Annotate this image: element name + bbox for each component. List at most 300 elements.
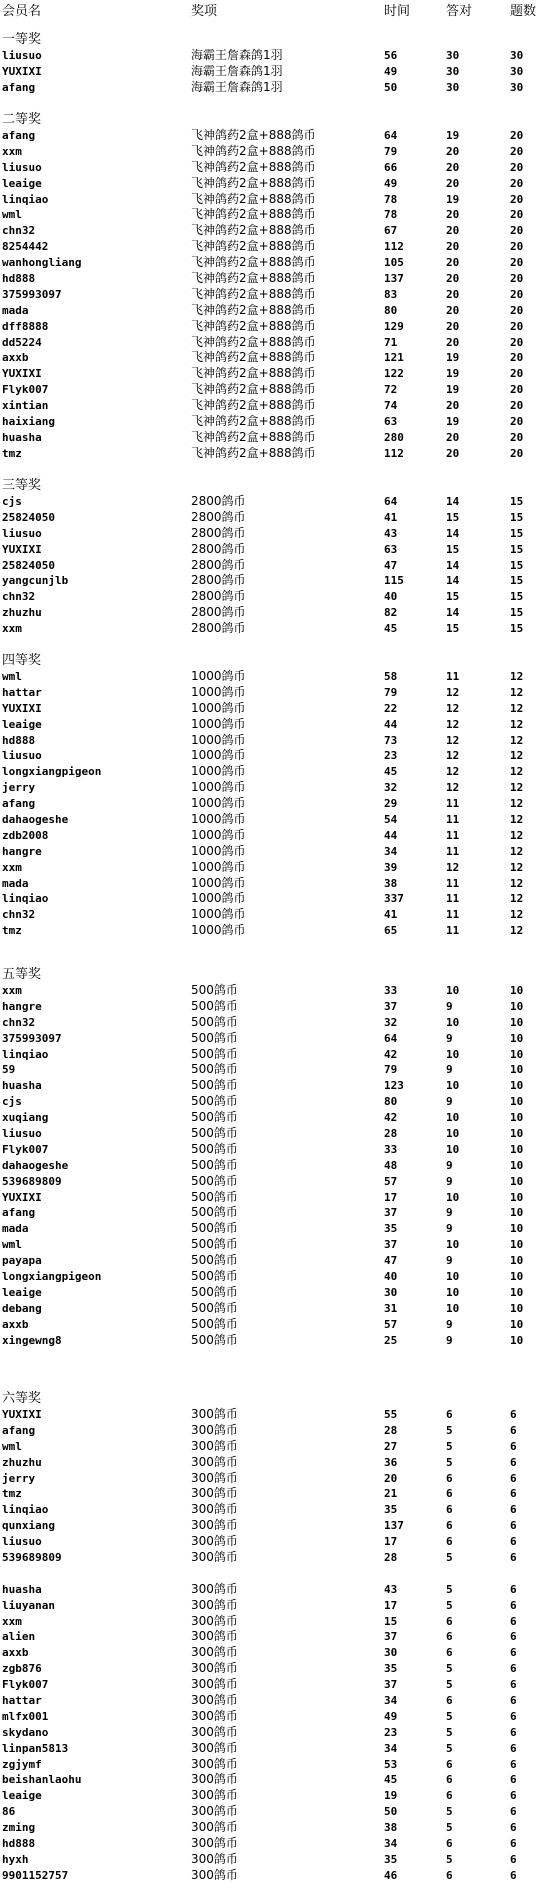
member-name: liusuo: [2, 526, 42, 540]
question-count: 6: [510, 1646, 517, 1660]
question-count: 6: [510, 1694, 517, 1708]
question-count: 15: [510, 574, 524, 588]
correct-count: 20: [446, 240, 460, 254]
winner-row: [0, 239, 549, 255]
winner-row: [0, 1205, 549, 1221]
correct-count: 11: [446, 797, 460, 811]
time-value: 28: [384, 1423, 398, 1437]
winner-row: [0, 1237, 549, 1253]
question-count: 15: [510, 622, 524, 636]
member-name: yangcunjlb: [2, 574, 69, 588]
time-value: 31: [384, 1301, 398, 1315]
question-count: 12: [510, 685, 524, 699]
member-name: hyxh: [2, 1852, 29, 1866]
prize-name: 飞神鸽药2盒+888鸽币: [191, 175, 316, 190]
winner-row: [0, 685, 549, 701]
question-count: 6: [510, 1487, 517, 1501]
correct-count: 12: [446, 717, 460, 731]
prize-name: 300鸽币: [191, 1836, 238, 1851]
time-value: 34: [384, 844, 398, 858]
time-value: 49: [384, 1709, 398, 1723]
correct-count: 20: [446, 446, 460, 460]
prize-name: 300鸽币: [191, 1454, 238, 1469]
correct-count: 6: [446, 1789, 453, 1803]
correct-count: 12: [446, 685, 460, 699]
member-name: 9901152757: [2, 1868, 69, 1882]
question-count: 6: [510, 1773, 517, 1787]
winner-row: [0, 828, 549, 844]
member-name: 25824050: [2, 510, 55, 524]
winner-row: [0, 621, 549, 637]
time-value: 137: [384, 1519, 404, 1533]
member-name: mada: [2, 1222, 29, 1236]
winner-row: [0, 1709, 549, 1725]
prize-name: 1000鸽币: [191, 780, 246, 795]
correct-count: 11: [446, 670, 460, 683]
correct-count: 12: [446, 860, 460, 874]
prize-name: 300鸽币: [191, 1740, 238, 1755]
question-count: 12: [510, 813, 524, 827]
time-value: 54: [384, 813, 398, 827]
time-value: 29: [384, 797, 398, 811]
member-name: afang: [2, 129, 36, 142]
member-name: 86: [2, 1805, 16, 1819]
member-name: wml: [2, 670, 22, 683]
member-name: qunxiang: [2, 1519, 55, 1533]
question-count: 6: [510, 1535, 517, 1549]
winner-row: [0, 1661, 549, 1677]
member-name: wml: [2, 208, 22, 222]
time-value: 78: [384, 208, 398, 222]
member-name: chn32: [2, 1015, 36, 1029]
time-value: 28: [384, 1551, 398, 1565]
prize-name: 500鸽币: [191, 1046, 238, 1061]
correct-count: 20: [446, 272, 460, 286]
correct-count: 6: [446, 1646, 453, 1660]
member-name: tmz: [2, 924, 22, 938]
correct-count: 10: [446, 1190, 460, 1204]
question-count: 20: [510, 144, 524, 158]
question-count: 6: [510, 1503, 517, 1517]
member-name: liusuo: [2, 160, 42, 174]
time-value: 39: [384, 860, 398, 874]
prize-name: 300鸽币: [191, 1708, 238, 1723]
question-count: 20: [510, 335, 524, 349]
member-name: hd888: [2, 733, 36, 747]
time-value: 35: [384, 1662, 398, 1676]
question-count: 6: [510, 1455, 517, 1469]
time-value: 36: [384, 1455, 398, 1469]
time-value: 67: [384, 224, 398, 238]
question-count: 30: [510, 80, 524, 94]
prize-name: 500鸽币: [191, 998, 238, 1013]
section-title: 五等奖: [2, 967, 42, 982]
winner-row: [0, 1094, 549, 1110]
question-count: 10: [510, 1031, 524, 1045]
prize-name: 500鸽币: [191, 1253, 238, 1268]
correct-count: 9: [446, 1174, 453, 1188]
winner-row: [0, 764, 549, 780]
correct-count: 5: [446, 1805, 453, 1819]
member-name: YUXIXI: [2, 542, 42, 556]
time-value: 41: [384, 510, 398, 524]
time-value: 64: [384, 1031, 398, 1045]
question-count: 20: [510, 446, 524, 460]
time-value: 115: [384, 574, 404, 588]
winner-row: [0, 366, 549, 382]
prize-name: 1000鸽币: [191, 891, 246, 906]
time-value: 30: [384, 1285, 398, 1299]
prize-name: 飞神鸽药2盒+888鸽币: [191, 302, 316, 317]
member-name: liusuo: [2, 49, 42, 62]
correct-count: 5: [446, 1709, 453, 1723]
winner-row: [0, 860, 549, 876]
correct-count: 19: [446, 367, 460, 381]
question-count: 6: [510, 1551, 517, 1565]
prize-name: 海霸王詹森鸽1羽: [191, 63, 283, 78]
question-count: 10: [510, 1270, 524, 1284]
member-name: hd888: [2, 272, 36, 286]
prize-name: 300鸽币: [191, 1502, 238, 1517]
col-correct: 答对: [446, 4, 473, 19]
member-name: tmz: [2, 1487, 22, 1501]
member-name: zming: [2, 1821, 36, 1835]
time-value: 37: [384, 1206, 398, 1220]
prize-name: 500鸽币: [191, 1284, 238, 1299]
member-name: mada: [2, 303, 29, 317]
time-value: 17: [384, 1535, 398, 1549]
col-time: 时间: [384, 4, 411, 19]
prize-name: 飞神鸽药2盒+888鸽币: [191, 445, 316, 460]
question-count: 12: [510, 908, 524, 922]
correct-count: 5: [446, 1582, 453, 1596]
member-name: afang: [2, 797, 36, 811]
time-value: 82: [384, 606, 398, 620]
question-count: 20: [510, 129, 524, 142]
member-name: xuqiang: [2, 1111, 49, 1125]
question-count: 10: [510, 1317, 524, 1331]
prize-name: 500鸽币: [191, 1189, 238, 1204]
prize-name: 300鸽币: [191, 1597, 238, 1612]
question-count: 6: [510, 1852, 517, 1866]
member-name: longxiangpigeon: [2, 1270, 102, 1284]
member-name: 375993097: [2, 287, 62, 301]
correct-count: 5: [446, 1741, 453, 1755]
member-name: tmz: [2, 446, 22, 460]
question-count: 20: [510, 383, 524, 397]
winner-row: [0, 1333, 549, 1349]
winner-row: [0, 207, 549, 223]
winner-row: [0, 271, 549, 287]
question-count: 12: [510, 892, 524, 906]
member-name: linqiao: [2, 1503, 49, 1517]
prize-name: 500鸽币: [191, 1110, 238, 1125]
winner-row: [0, 1031, 549, 1047]
prize-name: 2800鸽币: [191, 541, 246, 556]
correct-count: 9: [446, 999, 453, 1013]
prize-name: 300鸽币: [191, 1677, 238, 1692]
question-count: 20: [510, 176, 524, 190]
prize-name: 300鸽币: [191, 1756, 238, 1771]
correct-count: 6: [446, 1694, 453, 1708]
winner-row: [0, 1285, 549, 1301]
time-value: 45: [384, 1773, 398, 1787]
winner-row: [0, 1566, 549, 1582]
member-name: 539689809: [2, 1551, 62, 1565]
question-count: 6: [510, 1423, 517, 1437]
member-name: axxb: [2, 1646, 29, 1660]
time-value: 32: [384, 1015, 398, 1029]
member-name: chn32: [2, 590, 36, 604]
winner-row: [0, 1693, 549, 1709]
prize-name: 300鸽币: [191, 1661, 238, 1676]
correct-count: 20: [446, 335, 460, 349]
prize-name: 500鸽币: [191, 1157, 238, 1172]
winner-row: [0, 1518, 549, 1534]
time-value: 17: [384, 1598, 398, 1612]
prize-section: [0, 112, 549, 462]
time-value: 83: [384, 287, 398, 301]
winner-row: [0, 999, 549, 1015]
question-count: 15: [510, 606, 524, 620]
member-name: longxiangpigeon: [2, 765, 102, 779]
time-value: 17: [384, 1190, 398, 1204]
correct-count: 10: [446, 1285, 460, 1299]
prize-name: 300鸽币: [191, 1486, 238, 1501]
time-value: 129: [384, 319, 404, 333]
winner-row: [0, 844, 549, 860]
winner-row: [0, 1158, 549, 1174]
correct-count: 20: [446, 160, 460, 174]
member-name: hattar: [2, 1694, 42, 1708]
correct-count: 6: [446, 1487, 453, 1501]
member-name: liusuo: [2, 749, 42, 763]
prize-name: 300鸽币: [191, 1851, 238, 1866]
time-value: 79: [384, 144, 398, 158]
question-count: 20: [510, 287, 524, 301]
question-count: 6: [510, 1471, 517, 1485]
prize-name: 300鸽币: [191, 1772, 238, 1787]
correct-count: 15: [446, 622, 460, 636]
correct-count: 5: [446, 1678, 453, 1692]
winner-row: [0, 876, 549, 892]
question-count: 10: [510, 1238, 524, 1252]
correct-count: 15: [446, 510, 460, 524]
correct-count: 20: [446, 224, 460, 238]
correct-count: 20: [446, 319, 460, 333]
time-value: 53: [384, 1757, 398, 1771]
winner-row: [0, 160, 549, 176]
correct-count: 11: [446, 813, 460, 827]
correct-count: 5: [446, 1455, 453, 1469]
question-count: 6: [510, 1789, 517, 1803]
winner-row: [0, 923, 549, 939]
prize-name: 300鸽币: [191, 1438, 238, 1453]
member-name: wml: [2, 1439, 22, 1453]
time-value: 21: [384, 1487, 398, 1501]
winner-row: [0, 1110, 549, 1126]
winner-row: [0, 1645, 549, 1661]
winner-row: [0, 223, 549, 239]
winner-row: [0, 80, 549, 96]
winner-row: [0, 350, 549, 366]
member-name: dahaogeshe: [2, 1158, 69, 1172]
member-name: afang: [2, 1206, 36, 1220]
winner-row: [0, 255, 549, 271]
member-name: axxb: [2, 351, 29, 365]
question-count: 6: [510, 1408, 517, 1421]
time-value: 15: [384, 1614, 398, 1628]
time-value: 56: [384, 49, 398, 62]
correct-count: 10: [446, 1111, 460, 1125]
prize-name: 飞神鸽药2盒+888鸽币: [191, 255, 316, 270]
winner-row: [0, 382, 549, 398]
member-name: Flyk007: [2, 383, 49, 397]
member-name: 59: [2, 1063, 16, 1077]
member-name: huasha: [2, 430, 42, 444]
time-value: 57: [384, 1174, 398, 1188]
time-value: 63: [384, 415, 398, 429]
question-count: 30: [510, 64, 524, 78]
col-member-name: 会员名: [2, 4, 42, 19]
time-value: 46: [384, 1868, 398, 1882]
time-value: 79: [384, 1063, 398, 1077]
question-count: 20: [510, 192, 524, 206]
time-value: 23: [384, 749, 398, 763]
prize-name: 1000鸽币: [191, 796, 246, 811]
winner-row: [0, 1757, 549, 1773]
member-name: cjs: [2, 1095, 22, 1109]
question-count: 10: [510, 1206, 524, 1220]
question-count: 12: [510, 701, 524, 715]
prize-name: 500鸽币: [191, 1316, 238, 1331]
member-name: linpan5813: [2, 1741, 69, 1755]
winner-row: [0, 605, 549, 621]
winner-row: [0, 812, 549, 828]
prize-name: 500鸽币: [191, 983, 238, 997]
prize-name: 2800鸽币: [191, 589, 246, 604]
correct-count: 19: [446, 351, 460, 365]
member-name: xingewng8: [2, 1333, 62, 1347]
question-count: 10: [510, 1047, 524, 1061]
prize-name: 飞神鸽药2盒+888鸽币: [191, 382, 316, 397]
section-title: 三等奖: [2, 478, 42, 493]
time-value: 37: [384, 999, 398, 1013]
winner-row: [0, 669, 549, 685]
winner-row: [0, 542, 549, 558]
prize-name: 500鸽币: [191, 1173, 238, 1188]
time-value: 38: [384, 1821, 398, 1835]
prize-name: 飞神鸽药2盒+888鸽币: [191, 143, 316, 158]
question-count: 6: [510, 1725, 517, 1739]
time-value: 337: [384, 892, 404, 906]
prize-name: 500鸽币: [191, 1237, 238, 1252]
correct-count: 6: [446, 1408, 453, 1421]
member-name: hangre: [2, 999, 42, 1013]
time-value: 34: [384, 1741, 398, 1755]
time-value: 121: [384, 351, 404, 365]
prize-name: 300鸽币: [191, 1629, 238, 1644]
member-name: skydano: [2, 1725, 49, 1739]
question-count: 6: [510, 1821, 517, 1835]
correct-count: 12: [446, 781, 460, 795]
winner-row: [0, 144, 549, 160]
prize-name: 2800鸽币: [191, 557, 246, 572]
time-value: 64: [384, 495, 398, 508]
question-count: 20: [510, 160, 524, 174]
prize-name: 500鸽币: [191, 1300, 238, 1315]
time-value: 40: [384, 1270, 398, 1284]
question-count: 10: [510, 1254, 524, 1268]
member-name: YUXIXI: [2, 64, 42, 78]
time-value: 25: [384, 1333, 398, 1347]
prize-name: 300鸽币: [191, 1693, 238, 1708]
member-name: xxm: [2, 144, 22, 158]
correct-count: 10: [446, 1301, 460, 1315]
time-value: 73: [384, 733, 398, 747]
winner-row: [0, 64, 549, 80]
correct-count: 9: [446, 1317, 453, 1331]
question-count: 10: [510, 1079, 524, 1093]
question-count: 12: [510, 717, 524, 731]
prize-name: 飞神鸽药2盒+888鸽币: [191, 239, 316, 254]
prize-name: 300鸽币: [191, 1534, 238, 1549]
winner-row: [0, 748, 549, 764]
question-count: 10: [510, 1127, 524, 1141]
member-name: zdb2008: [2, 828, 49, 842]
question-count: 20: [510, 208, 524, 222]
prize-name: 1000鸽币: [191, 732, 246, 747]
time-value: 123: [384, 1079, 404, 1093]
question-count: 15: [510, 510, 524, 524]
time-value: 38: [384, 876, 398, 890]
prize-section: [0, 653, 549, 939]
time-value: 34: [384, 1837, 398, 1851]
question-count: 6: [510, 1519, 517, 1533]
winner-row: [0, 1047, 549, 1063]
winner-row: [0, 1423, 549, 1439]
correct-count: 10: [446, 984, 460, 997]
prize-section: [0, 1391, 549, 1884]
question-count: 10: [510, 1301, 524, 1315]
time-value: 112: [384, 240, 404, 254]
prize-name: 飞神鸽药2盒+888鸽币: [191, 128, 316, 142]
question-count: 6: [510, 1582, 517, 1596]
question-count: 6: [510, 1614, 517, 1628]
time-value: 37: [384, 1630, 398, 1644]
correct-count: 5: [446, 1423, 453, 1437]
question-count: 6: [510, 1868, 517, 1882]
section-title: 二等奖: [2, 112, 42, 127]
question-count: 20: [510, 430, 524, 444]
prize-name: 300鸽币: [191, 1645, 238, 1660]
time-value: 63: [384, 542, 398, 556]
prize-name: 飞神鸽药2盒+888鸽币: [191, 286, 316, 301]
question-count: 10: [510, 1222, 524, 1236]
time-value: 33: [384, 984, 398, 997]
question-count: 6: [510, 1439, 517, 1453]
prize-name: 300鸽币: [191, 1470, 238, 1485]
winner-row: [0, 446, 549, 462]
correct-count: 20: [446, 208, 460, 222]
time-value: 57: [384, 1317, 398, 1331]
correct-count: 11: [446, 844, 460, 858]
member-name: cjs: [2, 495, 22, 508]
correct-count: 10: [446, 1127, 460, 1141]
question-count: 12: [510, 749, 524, 763]
prize-name: 飞神鸽药2盒+888鸽币: [191, 429, 316, 444]
prize-section: [0, 478, 549, 637]
